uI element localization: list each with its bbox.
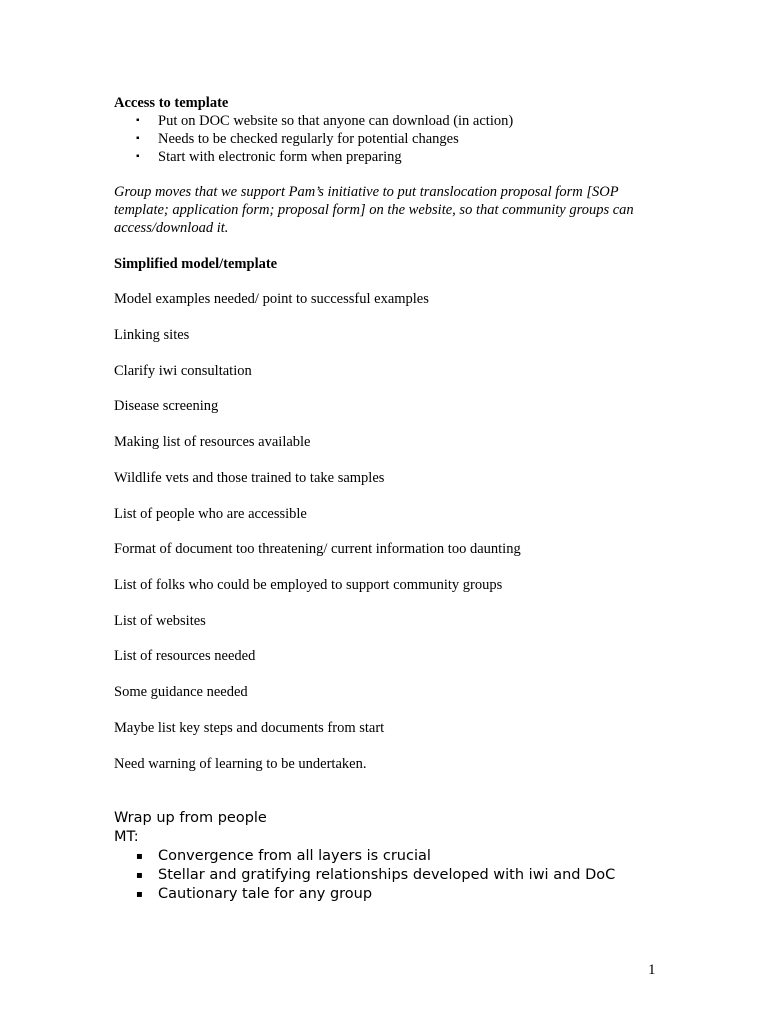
wrap-up-heading: Wrap up from people [114, 810, 267, 826]
list-item: Clarify iwi consultation [114, 363, 252, 379]
list-item: Model examples needed/ point to successful examples [114, 291, 429, 307]
list-item: ▪ Needs to be checked regularly for potential changes [136, 131, 459, 147]
list-item: List of folks who could be employed to support community groups [114, 577, 503, 593]
bullet-icon: ▪ [136, 133, 140, 144]
list-item: Need warning of learning to be undertaken. [114, 756, 367, 772]
bullet-icon: ▪ [136, 115, 140, 126]
bullet-icon: ▪ [136, 151, 140, 162]
access-section [114, 94, 674, 166]
list-item: Format of document too threatening/ current information too daunting [114, 541, 521, 557]
list-item: Linking sites [114, 327, 190, 343]
page-number: 1 [648, 962, 656, 978]
list-item: Making list of resources available [114, 434, 311, 450]
list-item: Wildlife vets and those trained to take samples [114, 470, 385, 486]
wrap-up-section [114, 809, 674, 904]
bullet-icon: ▪ [136, 851, 143, 862]
list-item: List of websites [114, 613, 206, 629]
wrap-up-bullet-list [114, 847, 674, 904]
wrap-up-subheading: MT: [114, 829, 139, 845]
list-item: ▪ Convergence from all layers is crucial [136, 848, 431, 864]
list-item: ▪ Stellar and gratifying relationships developed with iwi and DoC [136, 867, 616, 883]
list-item: Maybe list key steps and documents from start [114, 720, 385, 736]
list-item: Disease screening [114, 398, 219, 414]
list-item: ▪ Put on DOC website so that anyone can download (in action) [136, 113, 514, 129]
access-heading: Access to template [114, 95, 229, 111]
motion-paragraph: Group moves that we support Pam’s initiative to put translocation proposal form [SOP template; application form; proposal form] on the website, so that community groups can access/download it. [114, 184, 634, 236]
simplified-heading: Simplified model/template [114, 256, 278, 272]
list-item: ▪ Cautionary tale for any group [136, 886, 373, 902]
list-item: List of people who are accessible [114, 506, 307, 522]
list-item: Some guidance needed [114, 684, 248, 700]
access-bullet-list [114, 112, 674, 166]
list-item: List of resources needed [114, 648, 256, 664]
bullet-icon: ▪ [136, 889, 143, 900]
list-item: ▪ Start with electronic form when preparing [136, 149, 402, 165]
bullet-icon: ▪ [136, 870, 143, 881]
